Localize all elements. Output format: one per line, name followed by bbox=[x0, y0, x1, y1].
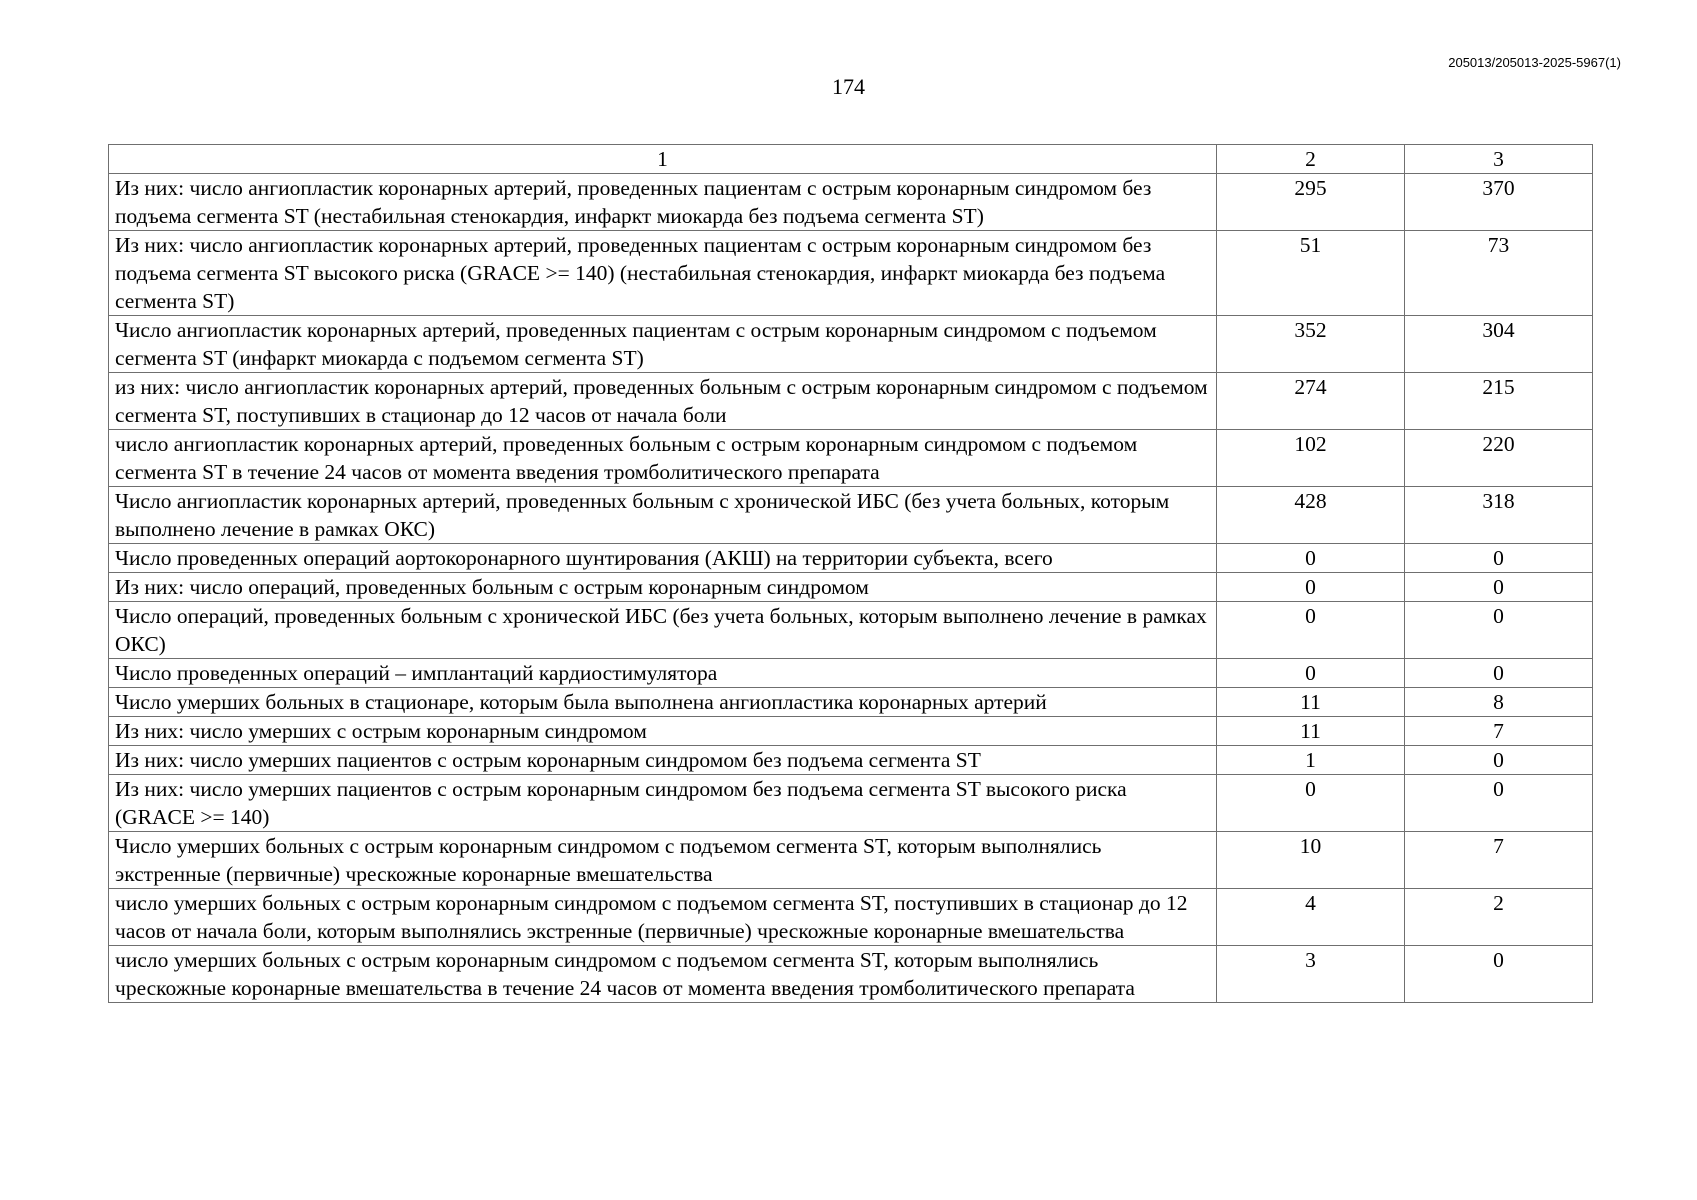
row-description: из них: число ангиопластик коронарных артерий, проведенных больным с острым коронарным синдромом с подъемом сегмента ST, поступивших в стационар до 12 часов от начала боли bbox=[109, 373, 1217, 430]
data-table bbox=[108, 144, 1593, 1003]
table-row bbox=[109, 602, 1593, 659]
row-value-col3: 73 bbox=[1405, 231, 1593, 316]
row-value-col3: 0 bbox=[1405, 544, 1593, 573]
row-value-col2: 0 bbox=[1217, 775, 1405, 832]
row-value-col3: 370 bbox=[1405, 174, 1593, 231]
table-row bbox=[109, 659, 1593, 688]
row-description: Число ангиопластик коронарных артерий, проведенных больным с хронической ИБС (без учета больных, которым выполнено лечение в рамках ОКС) bbox=[109, 487, 1217, 544]
table-header-row bbox=[109, 145, 1593, 174]
table-row bbox=[109, 487, 1593, 544]
row-value-col2: 4 bbox=[1217, 889, 1405, 946]
row-description: Из них: число умерших с острым коронарным синдромом bbox=[109, 717, 1217, 746]
column-header-2: 2 bbox=[1217, 145, 1405, 174]
table-row bbox=[109, 373, 1593, 430]
row-value-col2: 3 bbox=[1217, 946, 1405, 1003]
row-description: Число проведенных операций – имплантаций кардиостимулятора bbox=[109, 659, 1217, 688]
row-description: число умерших больных с острым коронарным синдромом с подъемом сегмента ST, поступивших в стационар до 12 часов от начала боли, которым выполнялись экстренные (первичные) чрескожные коронарные вмешательства bbox=[109, 889, 1217, 946]
row-value-col3: 7 bbox=[1405, 717, 1593, 746]
row-value-col2: 428 bbox=[1217, 487, 1405, 544]
table-row bbox=[109, 688, 1593, 717]
row-value-col2: 102 bbox=[1217, 430, 1405, 487]
row-description: Число операций, проведенных больным с хронической ИБС (без учета больных, которым выполнено лечение в рамках ОКС) bbox=[109, 602, 1217, 659]
row-value-col3: 0 bbox=[1405, 746, 1593, 775]
table-row bbox=[109, 946, 1593, 1003]
row-description: число умерших больных с острым коронарным синдромом с подъемом сегмента ST, которым выполнялись чрескожные коронарные вмешательства в течение 24 часов от момента введения тромболитического препарата bbox=[109, 946, 1217, 1003]
row-value-col3: 7 bbox=[1405, 832, 1593, 889]
table-row bbox=[109, 174, 1593, 231]
row-value-col3: 318 bbox=[1405, 487, 1593, 544]
row-description: Из них: число операций, проведенных больным с острым коронарным синдромом bbox=[109, 573, 1217, 602]
row-value-col3: 0 bbox=[1405, 659, 1593, 688]
row-value-col2: 10 bbox=[1217, 832, 1405, 889]
row-value-col3: 2 bbox=[1405, 889, 1593, 946]
row-value-col3: 0 bbox=[1405, 775, 1593, 832]
row-value-col3: 0 bbox=[1405, 573, 1593, 602]
row-value-col2: 11 bbox=[1217, 717, 1405, 746]
table-row bbox=[109, 832, 1593, 889]
row-description: Число проведенных операций аортокоронарного шунтирования (АКШ) на территории субъекта, всего bbox=[109, 544, 1217, 573]
row-description: число ангиопластик коронарных артерий, проведенных больным с острым коронарным синдромом с подъемом сегмента ST в течение 24 часов от момента введения тромболитического препарата bbox=[109, 430, 1217, 487]
row-description: Число умерших больных с острым коронарным синдромом с подъемом сегмента ST, которым выполнялись экстренные (первичные) чрескожные коронарные вмешательства bbox=[109, 832, 1217, 889]
row-value-col3: 0 bbox=[1405, 602, 1593, 659]
table-row bbox=[109, 573, 1593, 602]
table-row bbox=[109, 889, 1593, 946]
row-value-col3: 304 bbox=[1405, 316, 1593, 373]
row-value-col2: 51 bbox=[1217, 231, 1405, 316]
row-description: Из них: число ангиопластик коронарных артерий, проведенных пациентам с острым коронарным синдромом без подъема сегмента ST высокого риска (GRACE >= 140) (нестабильная стенокардия, инфаркт миокарда без подъема сегмента ST) bbox=[109, 231, 1217, 316]
row-value-col3: 220 bbox=[1405, 430, 1593, 487]
page-number: 174 bbox=[832, 74, 865, 99]
column-header-3: 3 bbox=[1405, 145, 1593, 174]
row-value-col2: 295 bbox=[1217, 174, 1405, 231]
row-value-col2: 274 bbox=[1217, 373, 1405, 430]
row-description: Из них: число умерших пациентов с острым коронарным синдромом без подъема сегмента ST bbox=[109, 746, 1217, 775]
row-description: Число умерших больных в стационаре, которым была выполнена ангиопластика коронарных артерий bbox=[109, 688, 1217, 717]
document-id: 205013/205013-2025-5967(1) bbox=[1448, 55, 1621, 70]
row-value-col2: 0 bbox=[1217, 544, 1405, 573]
row-value-col3: 215 bbox=[1405, 373, 1593, 430]
column-header-1: 1 bbox=[109, 145, 1217, 174]
table-row bbox=[109, 717, 1593, 746]
row-value-col2: 0 bbox=[1217, 602, 1405, 659]
table-row bbox=[109, 316, 1593, 373]
row-value-col2: 352 bbox=[1217, 316, 1405, 373]
row-description: Из них: число умерших пациентов с острым коронарным синдромом без подъема сегмента ST высокого риска (GRACE >= 140) bbox=[109, 775, 1217, 832]
table-row bbox=[109, 544, 1593, 573]
row-value-col2: 11 bbox=[1217, 688, 1405, 717]
row-value-col2: 0 bbox=[1217, 659, 1405, 688]
row-value-col3: 0 bbox=[1405, 946, 1593, 1003]
row-description: Число ангиопластик коронарных артерий, проведенных пациентам с острым коронарным синдромом с подъемом сегмента ST (инфаркт миокарда с подъемом сегмента ST) bbox=[109, 316, 1217, 373]
table-row bbox=[109, 746, 1593, 775]
table-row bbox=[109, 775, 1593, 832]
row-value-col2: 0 bbox=[1217, 573, 1405, 602]
row-value-col2: 1 bbox=[1217, 746, 1405, 775]
row-value-col3: 8 bbox=[1405, 688, 1593, 717]
table-row bbox=[109, 430, 1593, 487]
row-description: Из них: число ангиопластик коронарных артерий, проведенных пациентам с острым коронарным синдромом без подъема сегмента ST (нестабильная стенокардия, инфаркт миокарда без подъема сегмента ST) bbox=[109, 174, 1217, 231]
table-row bbox=[109, 231, 1593, 316]
